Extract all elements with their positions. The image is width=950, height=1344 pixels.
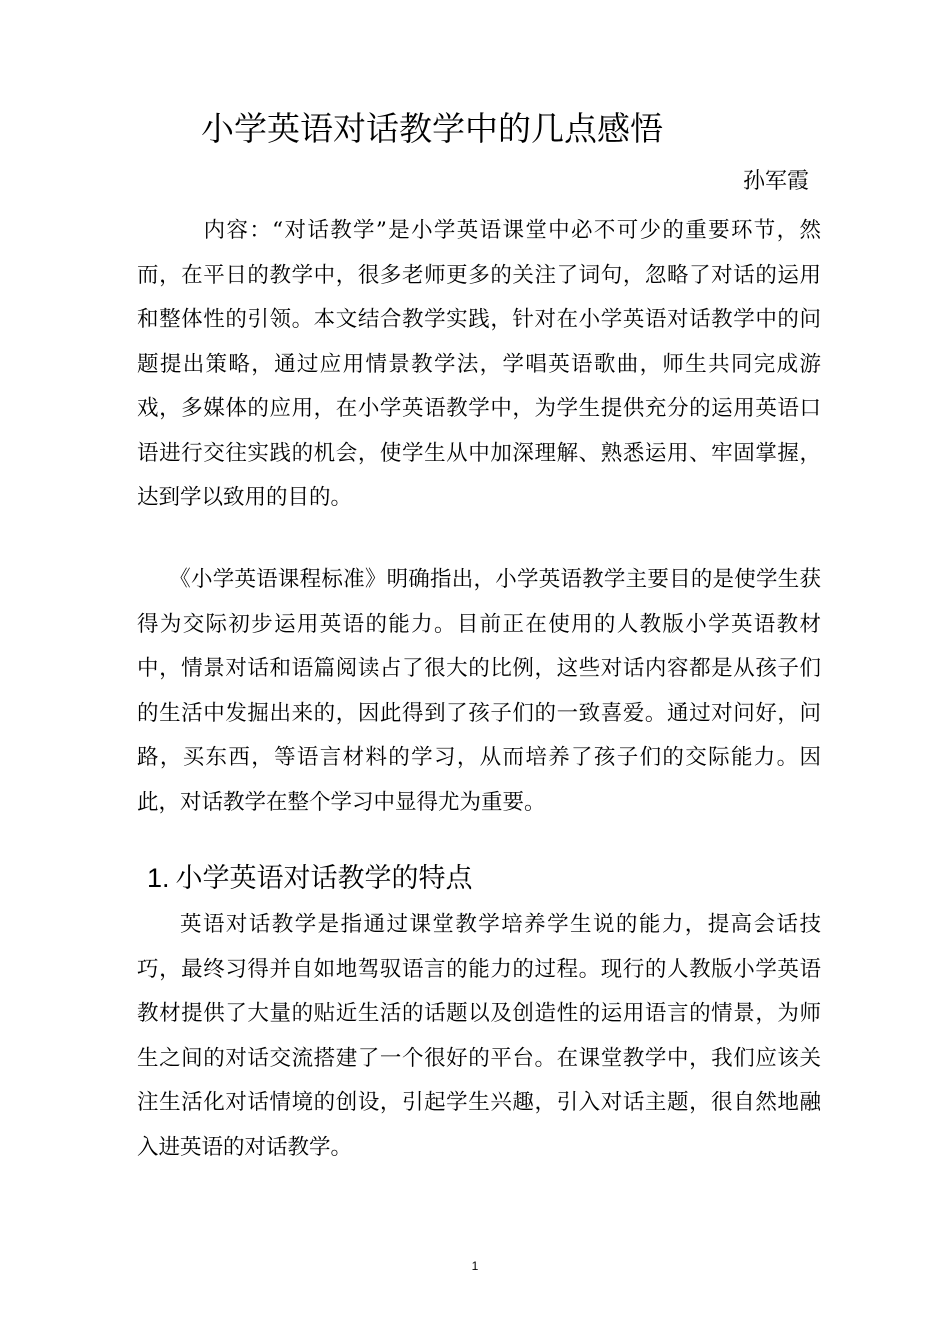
author-name: 孙军霞 [742, 169, 809, 194]
intro-paragraph: 《小学英语课程标准》明确指出，小学英语教学主要目的是使学生获得为交际初步运用英语的能力。目前正在使用的人教版小学英语教材中，情景对话和语篇阅读占了很大的比例，这些对话内容都是从孩子们的生活中发掘出来的，因此得到了孩子们的一致喜爱。通过对问好，问路，买东西，等语言材料的学习，从而培养了孩子们的交际能力。因此，对话教学在整个学习中显得尤为重要。 [137, 567, 821, 815]
section-title: 小学英语对话教学的特点 [175, 863, 473, 894]
abstract-paragraph: 内容：“对话教学”是小学英语课堂中必不可少的重要环节，然而，在平日的教学中，很多老师更多的关注了词句，忽略了对话的运用和整体性的引领。本文结合教学实践，针对在小学英语对话教学中的问题提出策略，通过应用情景教学法，学唱英语歌曲，师生共同完成游戏，多媒体的应用，在小学英语教学中，为学生提供充分的运用英语口语进行交往实践的机会，使学生从中加深理解、熟悉运用、牢固掌握，达到学以致用的目的。 [137, 218, 821, 510]
section-paragraph: 英语对话教学是指通过课堂教学培养学生说的能力，提高会话技巧，最终习得并自如地驾驭语言的能力的过程。现行的人教版小学英语教材提供了大量的贴近生活的话题以及创造性的运用语言的情景，为师生之间的对话交流搭建了一个很好的平台。在课堂教学中，我们应该关注生活化对话情境的创设，引起学生兴趣，引入对话主题，很自然地融入进英语的对话教学。 [137, 912, 821, 1160]
section-number: 1. [147, 863, 170, 893]
document-title: 小学英语对话教学中的几点感悟 [201, 109, 663, 148]
section-heading [147, 856, 473, 901]
page-number: 1 [471, 1259, 479, 1273]
